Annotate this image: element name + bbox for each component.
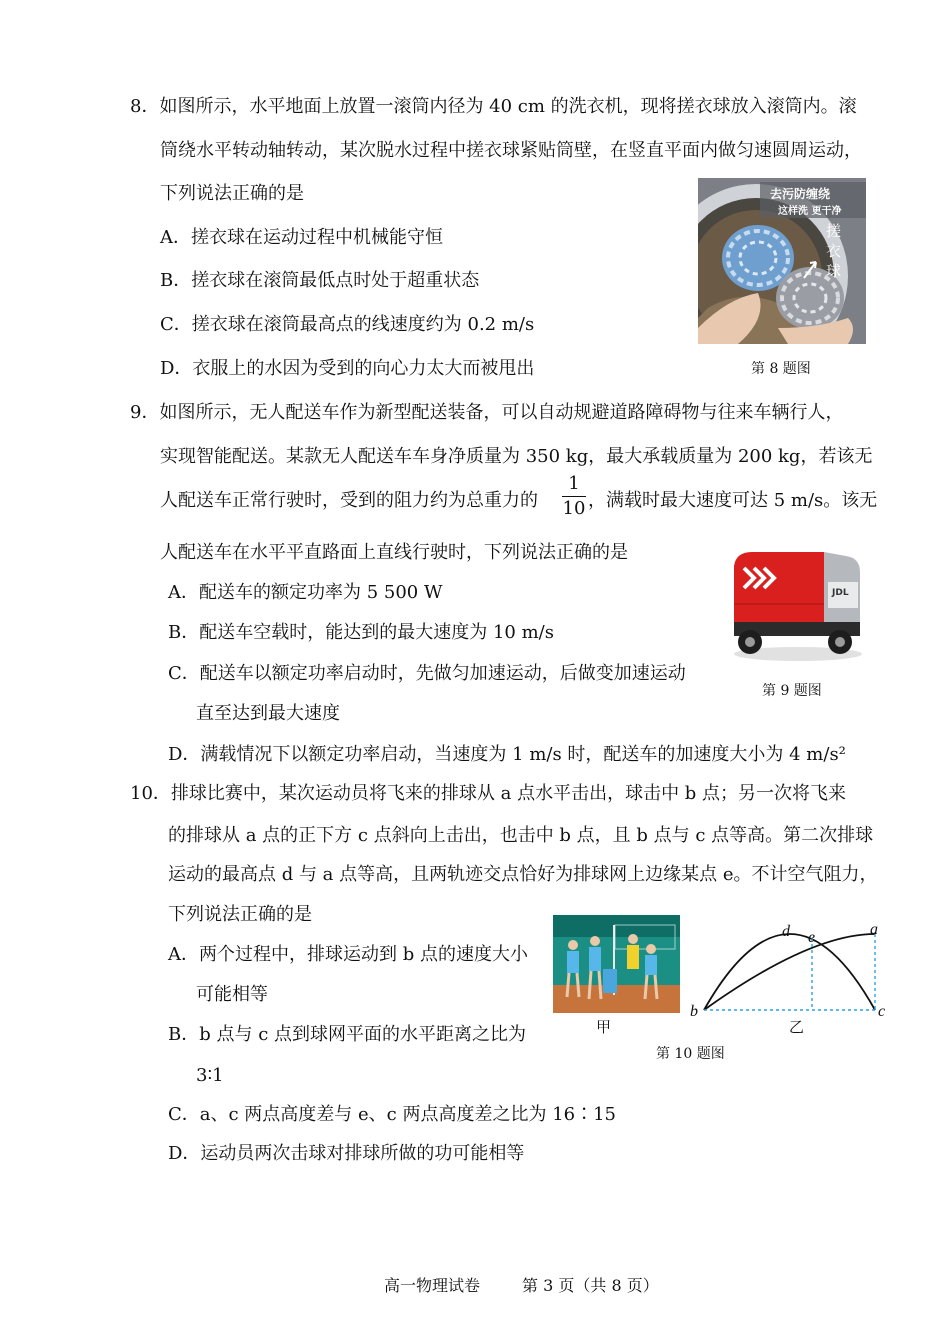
delivery-vehicle-illustration <box>728 546 864 666</box>
q10-stem-line4: 下列说法正确的是 <box>168 904 312 925</box>
q10-stem-line3: 运动的最高点 d 与 a 点等高，且两轨迹交点恰好为排球网上边缘某点 e。不计空气阻力， <box>168 864 878 885</box>
volleyball-illustration <box>553 915 680 1013</box>
q9-option-c-cont: 直至达到最大速度 <box>196 703 340 724</box>
q8-stem-line1: 8．如图所示，水平地面上放置一滚筒内径为 40 cm 的洗衣机，现将搓衣球放入滚筒内。滚 <box>130 96 857 117</box>
point-b-label: b <box>690 1003 698 1020</box>
q9-stem-line1: 9．如图所示，无人配送车作为新型配送装备，可以自动规避道路障碍物与往来车辆行人， <box>130 402 844 423</box>
q8-figure-caption: 第 8 题图 <box>751 361 811 377</box>
photo-label-char-2: 衣 <box>826 242 842 260</box>
q9-stem-line2: 实现智能配送。某款无人配送车车身净质量为 350 kg，最大承载质量为 200 kg，若该无 <box>160 446 873 467</box>
q9-option-a: A．配送车的额定功率为 5 500 W <box>168 582 443 603</box>
q10-figure-caption: 第 10 题图 <box>656 1046 725 1062</box>
fraction-numerator: 1 <box>568 473 580 494</box>
photo-caption-1: 去污防缠绕 <box>770 187 831 201</box>
q10-label-yi: 乙 <box>789 1018 805 1036</box>
q10-option-b: B．b 点与 c 点到球网平面的水平距离之比为 <box>168 1024 526 1045</box>
q9-option-b: B．配送车空载时，能达到的最大速度为 10 m/s <box>168 622 554 643</box>
point-c-label: c <box>878 1003 886 1020</box>
q9-figure-caption: 第 9 题图 <box>762 683 822 699</box>
point-e-label: e <box>808 929 816 946</box>
q8-option-a: A．搓衣球在运动过程中机械能守恒 <box>160 227 443 248</box>
q10-label-jia: 甲 <box>596 1018 612 1036</box>
q9-stem-line3b: ，满载时最大速度可达 5 m/s。该无 <box>588 490 878 511</box>
q9-option-c: C．配送车以额定功率启动时，先做匀加速运动，后做变加速运动 <box>168 663 686 684</box>
q10-option-d: D．运动员两次击球对排球所做的功可能相等 <box>168 1143 525 1164</box>
photo-label-char-3: 球 <box>826 262 842 280</box>
fraction-denominator: 10 <box>562 498 586 519</box>
q8-option-c: C．搓衣球在滚筒最高点的线速度约为 0.2 m/s <box>160 314 535 335</box>
fraction-bar <box>562 496 586 497</box>
photo-caption-2: 这样洗 更干净 <box>778 206 842 217</box>
trajectory-c-to-b <box>704 934 875 1010</box>
q8-stem-line2: 筒绕水平转动轴转动，某次脱水过程中搓衣球紧贴筒壁，在竖直平面内做匀速圆周运动， <box>160 140 862 161</box>
photo-label-char-1: 搓 <box>826 222 842 240</box>
q9-stem-line3a: 人配送车正常行驶时，受到的阻力约为总重力的 <box>160 490 538 511</box>
q8-washer-photo <box>698 178 866 344</box>
footer-exam-title: 高一物理试卷 <box>384 1276 481 1295</box>
footer-page-number: 第 3 页（共 8 页） <box>522 1276 659 1295</box>
q9-fraction <box>562 474 586 519</box>
q10-stem-line2: 的排球从 a 点的正下方 c 点斜向上击出，也击中 b 点，且 b 点与 c 点等高。第二次排球 <box>168 825 874 846</box>
q9-option-d: D．满载情况下以额定功率启动，当速度为 1 m/s 时，配送车的加速度大小为 4 m/s² <box>168 744 846 765</box>
washing-machine-illustration <box>698 178 866 344</box>
q10-trajectory-diagram <box>690 918 890 1034</box>
q10-option-a-cont: 可能相等 <box>196 984 268 1005</box>
vehicle-logo: JDL <box>832 588 849 598</box>
q9-stem-line4: 人配送车在水平平直路面上直线行驶时，下列说法正确的是 <box>160 542 628 563</box>
q8-option-b: B．搓衣球在滚筒最低点时处于超重状态 <box>160 270 480 291</box>
q10-option-b-cont: 3∶1 <box>196 1065 224 1086</box>
q10-option-a: A．两个过程中，排球运动到 b 点的速度大小 <box>168 944 528 965</box>
q10-stem-line1: 10．排球比赛中，某次运动员将飞来的排球从 a 点水平击出，球击中 b 点；另一次将飞来 <box>130 783 847 804</box>
q10-option-c: C．a、c 两点高度差与 e、c 两点高度差之比为 16∶15 <box>168 1104 617 1125</box>
point-d-label: d <box>782 923 790 940</box>
q8-option-d: D．衣服上的水因为受到的向心力太大而被甩出 <box>160 358 535 379</box>
q9-delivery-vehicle-photo <box>728 546 864 666</box>
point-a-label: a <box>870 921 878 938</box>
q10-volleyball-photo <box>553 915 680 1013</box>
q8-stem-line3: 下列说法正确的是 <box>160 183 304 204</box>
